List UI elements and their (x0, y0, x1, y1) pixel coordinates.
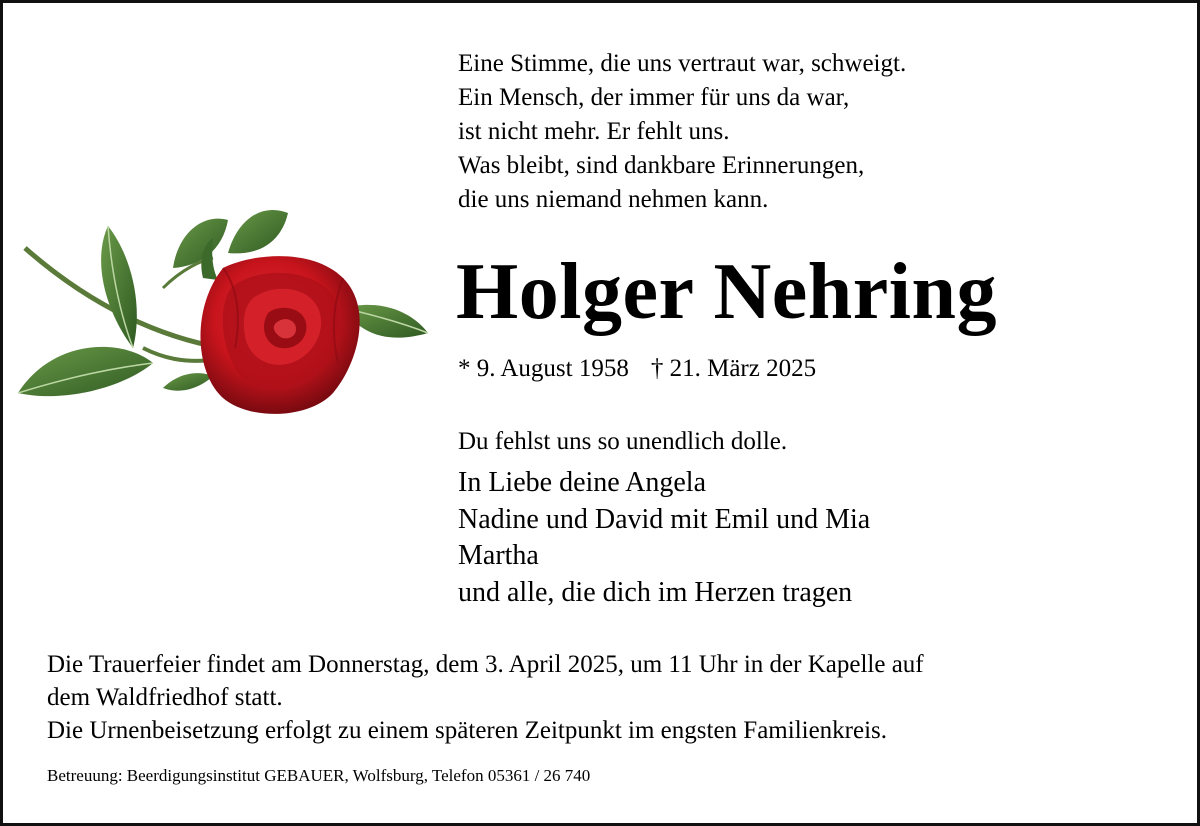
family-line: Nadine und David mit Emil und Mia (458, 503, 871, 535)
funeral-home-credit: Betreuung: Beerdigungsinstitut GEBAUER, Wolfsburg, Telefon 05361 / 26 740 (47, 766, 591, 785)
birth-date: * 9. August 1958 (458, 355, 629, 382)
death-date: † 21. März 2025 (650, 355, 817, 382)
poem (458, 47, 906, 217)
poem-line: die uns niemand nehmen kann. (458, 186, 769, 213)
deceased-name: Holger Nehring (456, 248, 998, 336)
red-rose-icon (13, 198, 433, 433)
family-line: und alle, die dich im Herzen tragen (458, 576, 853, 608)
poem-line: Was bleibt, sind dankbare Erinnerungen, (458, 152, 865, 179)
poem-line: Eine Stimme, die uns vertraut war, schweigt. (458, 50, 907, 77)
service-line: Die Trauerfeier findet am Donnerstag, dem 3. April 2025, um 11 Uhr in der Kapelle auf (47, 651, 924, 678)
farewell-line: Du fehlst uns so unendlich dolle. (458, 428, 788, 455)
family-line: In Liebe deine Angela (458, 467, 707, 498)
service-line: dem Waldfriedhof statt. (47, 684, 283, 711)
life-dates (458, 353, 816, 385)
service-line: Die Urnenbeisetzung erfolgt zu einem späteren Zeitpunkt im engsten Familienkreis. (47, 717, 888, 744)
service-info (47, 648, 1167, 747)
family-line: Martha (458, 540, 539, 571)
poem-line: Ein Mensch, der immer für uns da war, (458, 84, 850, 111)
poem-line: ist nicht mehr. Er fehlt uns. (458, 118, 730, 145)
family-signatures (458, 465, 870, 611)
